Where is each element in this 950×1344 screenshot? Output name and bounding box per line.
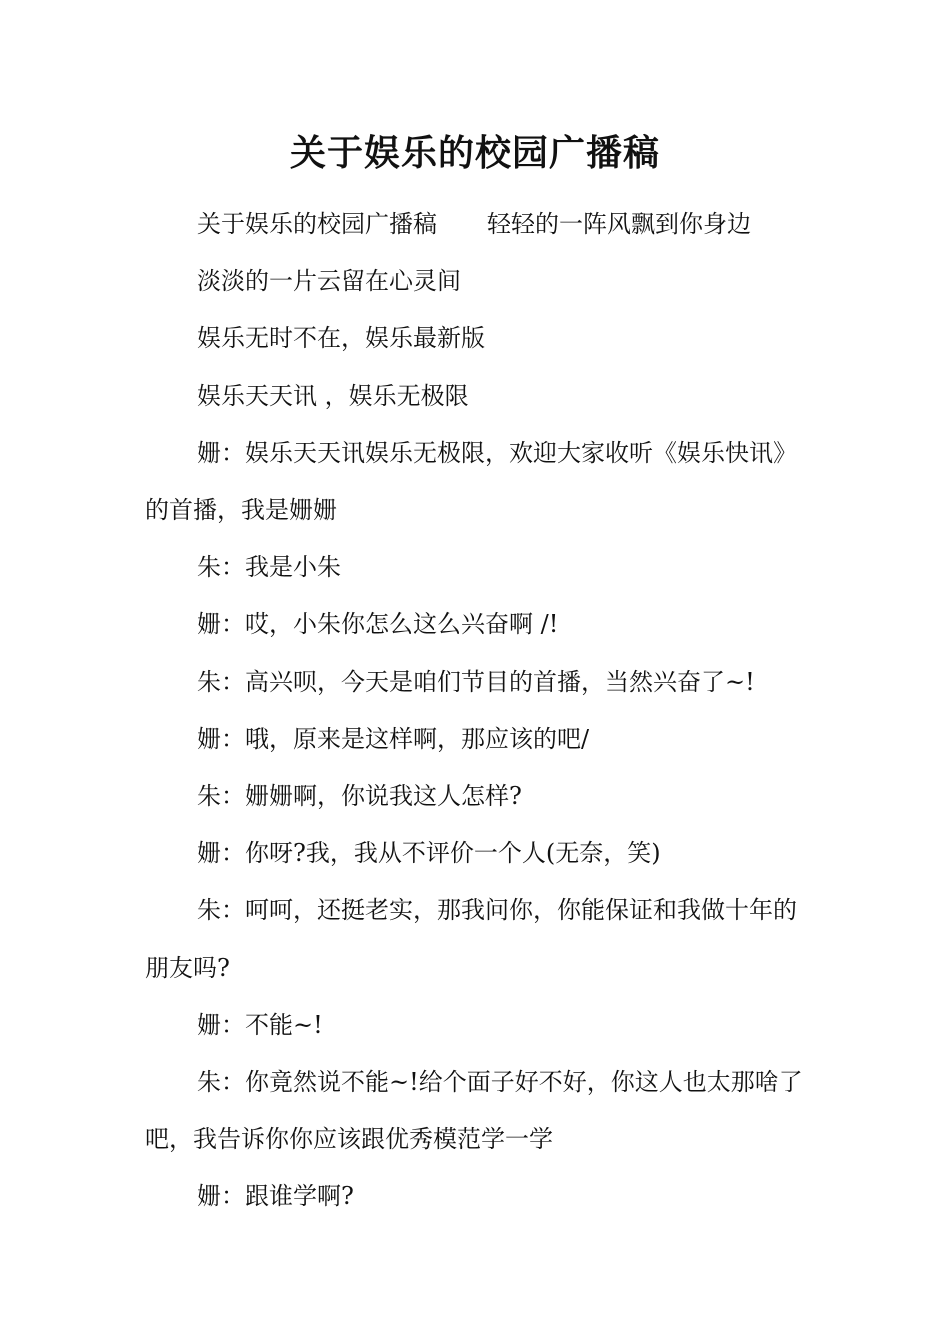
paragraph: 姗：娱乐天天讯娱乐无极限，欢迎大家收听《娱乐快讯》的首播，我是姗姗 [145,438,797,525]
paragraph: 姗：跟谁学啊? [197,1182,354,1211]
paragraph: 淡淡的一片云留在心灵间 [197,267,461,296]
paragraph-text: 轻轻的一阵风飘到你身边 [487,210,751,238]
paragraph: 姗：哎，小朱你怎么这么兴奋啊 /! [197,610,559,639]
paragraph: 娱乐无时不在，娱乐最新版 [197,324,485,353]
paragraph-text: 关于娱乐的校园广播稿 [197,210,437,238]
paragraph: 朱：姗姗啊，你说我这人怎样? [197,782,522,811]
paragraph: 娱乐天天讯 ，娱乐无极限 [197,381,469,410]
document-title: 关于娱乐的校园广播稿 [289,132,660,174]
paragraph: 姗：不能~! [197,1010,323,1039]
paragraph: 姗：哦，原来是这样啊，那应该的吧/ [197,724,590,753]
document-body [145,196,810,1226]
paragraph: 朱：呵呵，还挺老实，那我问你，你能保证和我做十年的朋友吗? [145,896,797,982]
paragraph: 朱：你竟然说不能~!给个面子好不好，你这人也太那啥了吧，我告诉你你应该跟优秀模范学一学 [145,1068,803,1154]
paragraph: 姗：你呀?我，我从不评价一个人(无奈，笑) [197,839,661,868]
paragraph [145,196,810,253]
paragraph: 朱：我是小朱 [197,553,341,582]
paragraph: 朱：高兴呗，今天是咱们节目的首播，当然兴奋了~! [197,667,755,696]
